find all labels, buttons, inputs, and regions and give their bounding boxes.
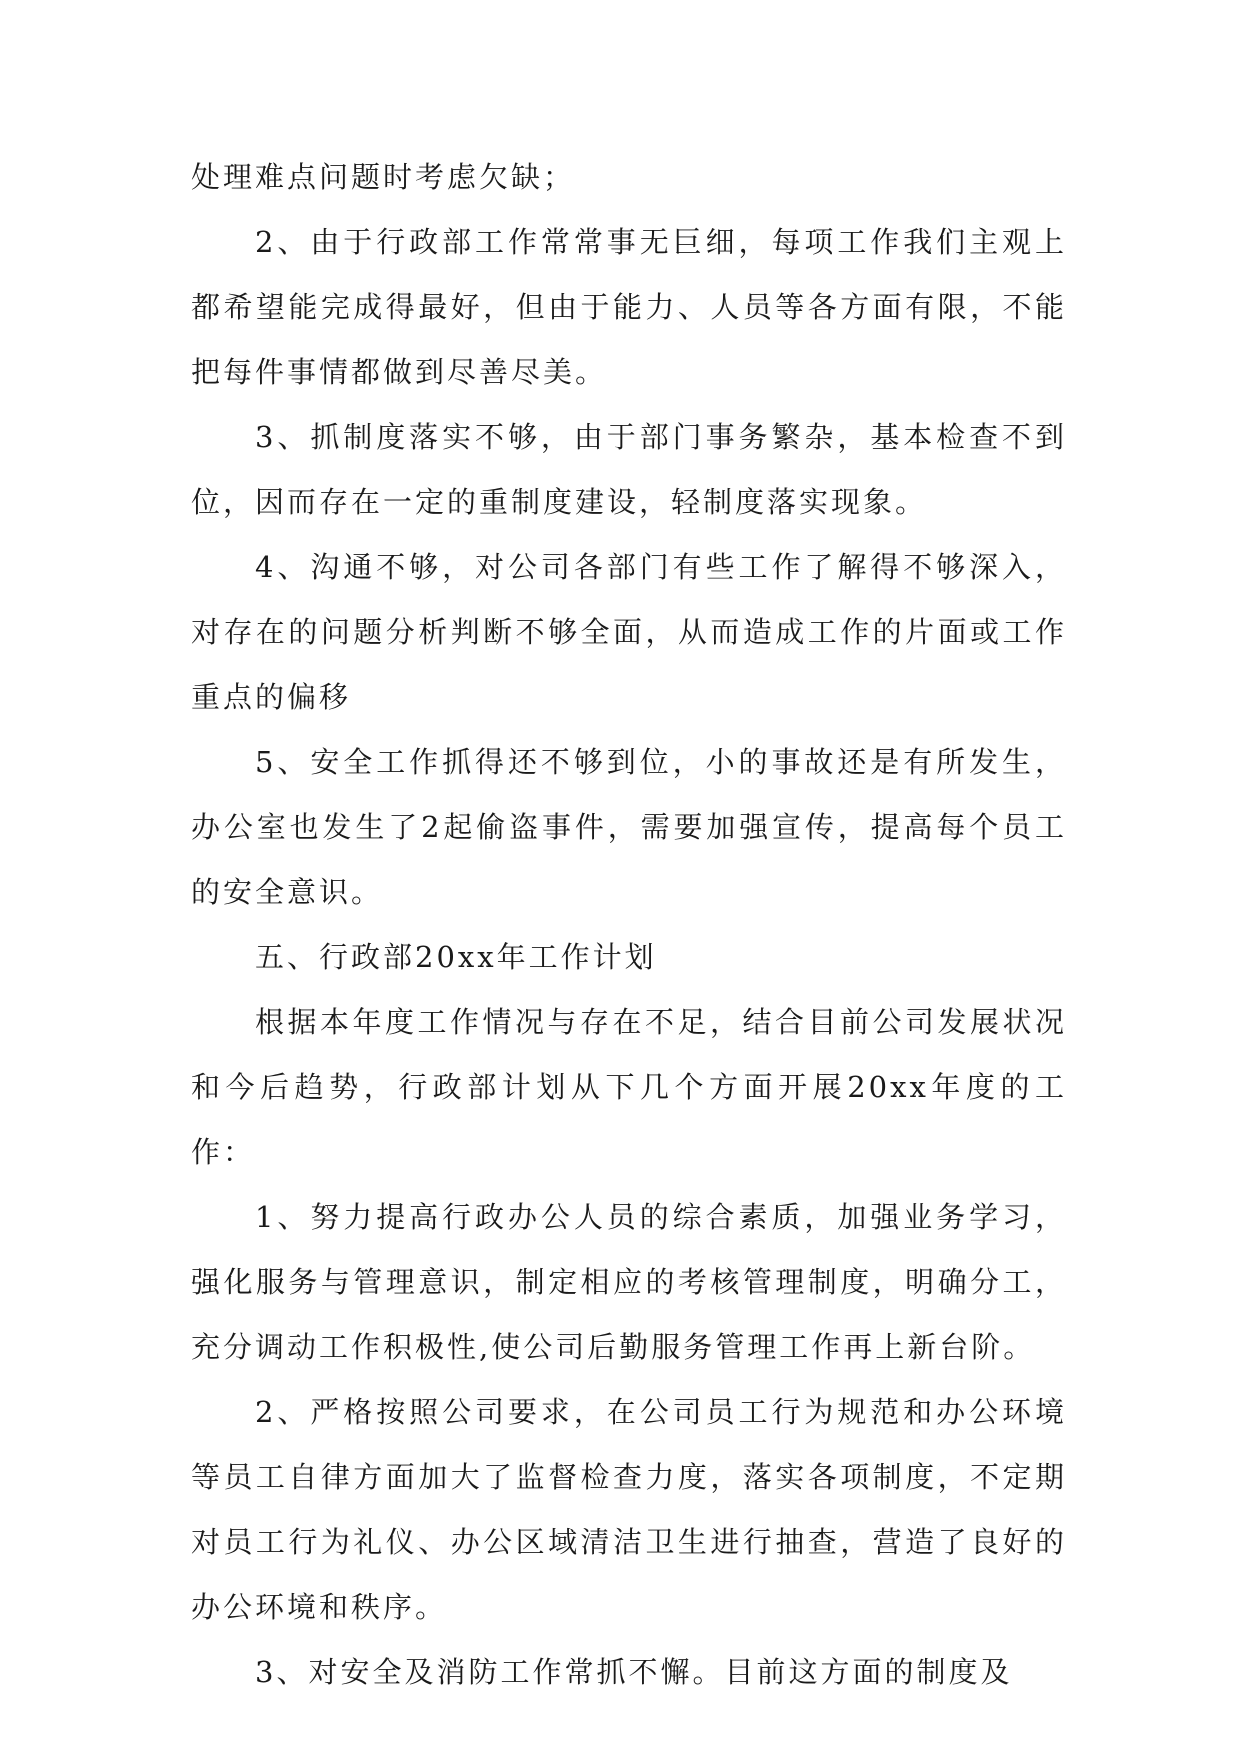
paragraph-4: 4、沟通不够，对公司各部门有些工作了解得不够深入，对存在的问题分析判断不够全面，从而造成工作的片面或工作重点的偏移: [191, 550, 1067, 714]
paragraph-9: 2、严格按照公司要求，在公司员工行为规范和办公环境等员工自律方面加大了监督检查力度，落实各项制度，不定期对员工行为礼仪、办公区域清洁卫生进行抽查，营造了良好的办公环境和秩序。: [191, 1395, 1067, 1624]
paragraph-3: 3、抓制度落实不够，由于部门事务繁杂，基本检查不到位，因而存在一定的重制度建设，轻制度落实现象。: [191, 420, 1067, 519]
paragraph-7: 根据本年度工作情况与存在不足，结合目前公司发展状况和今后趋势，行政部计划从下几个方面开展20xx年度的工作：: [191, 1005, 1067, 1169]
paragraph-2: 2、由于行政部工作常常事无巨细，每项工作我们主观上都希望能完成得最好，但由于能力、人员等各方面有限，不能把每件事情都做到尽善尽美。: [191, 225, 1067, 389]
paragraph-10: 3、对安全及消防工作常抓不懈。目前这方面的制度及: [255, 1655, 1013, 1689]
document-page: [191, 145, 1067, 1705]
section-heading-5: 五、行政部20xx年工作计划: [255, 940, 657, 974]
paragraph-8: 1、努力提高行政办公人员的综合素质，加强业务学习，强化服务与管理意识，制定相应的考核管理制度，明确分工，充分调动工作积极性,使公司后勤服务管理工作再上新台阶。: [191, 1200, 1067, 1364]
paragraph-5: 5、安全工作抓得还不够到位，小的事故还是有所发生，办公室也发生了2起偷盗事件，需要加强宣传，提高每个员工的安全意识。: [191, 745, 1067, 909]
paragraph-1: 处理难点问题时考虑欠缺；: [191, 160, 576, 194]
